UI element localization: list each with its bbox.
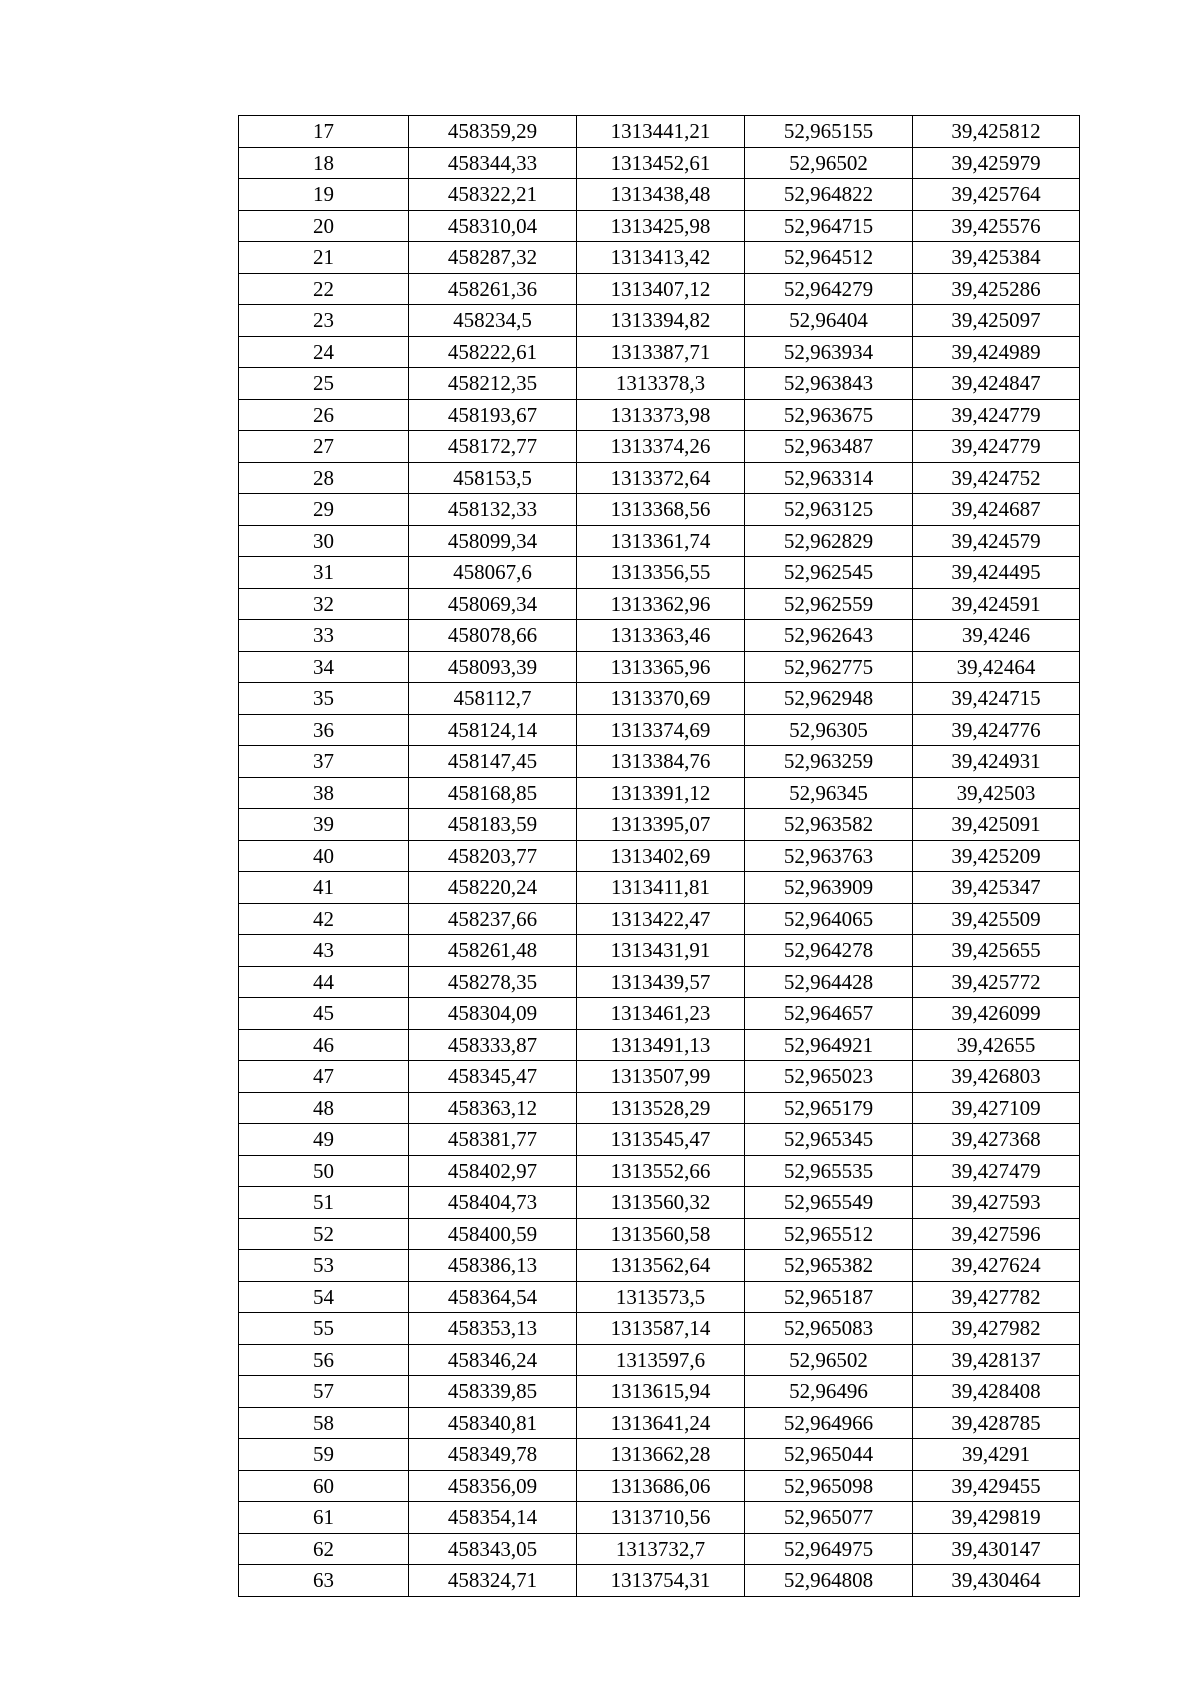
latitude-cell: 52,962829 — [745, 525, 913, 557]
y-coordinate-cell: 1313641,24 — [577, 1407, 745, 1439]
y-coordinate-cell: 1313391,12 — [577, 777, 745, 809]
longitude-cell: 39,4291 — [913, 1439, 1080, 1471]
table-row — [239, 809, 1080, 841]
longitude-cell: 39,424931 — [913, 746, 1080, 778]
table-row — [239, 1061, 1080, 1093]
y-coordinate-cell: 1313363,46 — [577, 620, 745, 652]
x-coordinate-cell: 458304,09 — [409, 998, 577, 1030]
x-coordinate-cell: 458212,35 — [409, 368, 577, 400]
x-coordinate-cell: 458222,61 — [409, 336, 577, 368]
latitude-cell: 52,96502 — [745, 1344, 913, 1376]
y-coordinate-cell: 1313370,69 — [577, 683, 745, 715]
longitude-cell: 39,426099 — [913, 998, 1080, 1030]
longitude-cell: 39,425347 — [913, 872, 1080, 904]
y-coordinate-cell: 1313562,64 — [577, 1250, 745, 1282]
longitude-cell: 39,427368 — [913, 1124, 1080, 1156]
y-coordinate-cell: 1313662,28 — [577, 1439, 745, 1471]
table-row — [239, 1250, 1080, 1282]
x-coordinate-cell: 458287,32 — [409, 242, 577, 274]
x-coordinate-cell: 458234,5 — [409, 305, 577, 337]
latitude-cell: 52,964822 — [745, 179, 913, 211]
x-coordinate-cell: 458203,77 — [409, 840, 577, 872]
latitude-cell: 52,965083 — [745, 1313, 913, 1345]
latitude-cell: 52,963675 — [745, 399, 913, 431]
point-number-cell: 39 — [239, 809, 409, 841]
y-coordinate-cell: 1313356,55 — [577, 557, 745, 589]
latitude-cell: 52,964065 — [745, 903, 913, 935]
latitude-cell: 52,965382 — [745, 1250, 913, 1282]
latitude-cell: 52,963125 — [745, 494, 913, 526]
y-coordinate-cell: 1313560,58 — [577, 1218, 745, 1250]
latitude-cell: 52,964808 — [745, 1565, 913, 1597]
point-number-cell: 52 — [239, 1218, 409, 1250]
latitude-cell: 52,963843 — [745, 368, 913, 400]
point-number-cell: 23 — [239, 305, 409, 337]
x-coordinate-cell: 458339,85 — [409, 1376, 577, 1408]
point-number-cell: 61 — [239, 1502, 409, 1534]
longitude-cell: 39,424847 — [913, 368, 1080, 400]
table-row — [239, 1565, 1080, 1597]
point-number-cell: 24 — [239, 336, 409, 368]
point-number-cell: 46 — [239, 1029, 409, 1061]
longitude-cell: 39,425286 — [913, 273, 1080, 305]
longitude-cell: 39,4246 — [913, 620, 1080, 652]
longitude-cell: 39,430147 — [913, 1533, 1080, 1565]
x-coordinate-cell: 458278,35 — [409, 966, 577, 998]
latitude-cell: 52,965512 — [745, 1218, 913, 1250]
latitude-cell: 52,964966 — [745, 1407, 913, 1439]
y-coordinate-cell: 1313615,94 — [577, 1376, 745, 1408]
latitude-cell: 52,964921 — [745, 1029, 913, 1061]
point-number-cell: 28 — [239, 462, 409, 494]
table-row — [239, 431, 1080, 463]
x-coordinate-cell: 458354,14 — [409, 1502, 577, 1534]
point-number-cell: 49 — [239, 1124, 409, 1156]
latitude-cell: 52,965187 — [745, 1281, 913, 1313]
x-coordinate-cell: 458067,6 — [409, 557, 577, 589]
table-row — [239, 683, 1080, 715]
y-coordinate-cell: 1313710,56 — [577, 1502, 745, 1534]
y-coordinate-cell: 1313374,69 — [577, 714, 745, 746]
longitude-cell: 39,424579 — [913, 525, 1080, 557]
table-row — [239, 1376, 1080, 1408]
table-row — [239, 1407, 1080, 1439]
table-row — [239, 1187, 1080, 1219]
point-number-cell: 35 — [239, 683, 409, 715]
longitude-cell: 39,424591 — [913, 588, 1080, 620]
latitude-cell: 52,965077 — [745, 1502, 913, 1534]
point-number-cell: 45 — [239, 998, 409, 1030]
y-coordinate-cell: 1313373,98 — [577, 399, 745, 431]
table-row — [239, 777, 1080, 809]
x-coordinate-cell: 458261,48 — [409, 935, 577, 967]
point-number-cell: 60 — [239, 1470, 409, 1502]
table-row — [239, 1281, 1080, 1313]
x-coordinate-cell: 458386,13 — [409, 1250, 577, 1282]
table-row — [239, 462, 1080, 494]
table-row — [239, 179, 1080, 211]
longitude-cell: 39,430464 — [913, 1565, 1080, 1597]
table-row — [239, 399, 1080, 431]
y-coordinate-cell: 1313407,12 — [577, 273, 745, 305]
table-row — [239, 1218, 1080, 1250]
table-row — [239, 1470, 1080, 1502]
point-number-cell: 34 — [239, 651, 409, 683]
point-number-cell: 55 — [239, 1313, 409, 1345]
point-number-cell: 20 — [239, 210, 409, 242]
table-row — [239, 1092, 1080, 1124]
point-number-cell: 29 — [239, 494, 409, 526]
point-number-cell: 63 — [239, 1565, 409, 1597]
latitude-cell: 52,962643 — [745, 620, 913, 652]
longitude-cell: 39,425091 — [913, 809, 1080, 841]
y-coordinate-cell: 1313372,64 — [577, 462, 745, 494]
x-coordinate-cell: 458193,67 — [409, 399, 577, 431]
longitude-cell: 39,424752 — [913, 462, 1080, 494]
latitude-cell: 52,963934 — [745, 336, 913, 368]
point-number-cell: 36 — [239, 714, 409, 746]
table-row — [239, 1313, 1080, 1345]
latitude-cell: 52,96305 — [745, 714, 913, 746]
point-number-cell: 58 — [239, 1407, 409, 1439]
table-row — [239, 588, 1080, 620]
longitude-cell: 39,42464 — [913, 651, 1080, 683]
point-number-cell: 47 — [239, 1061, 409, 1093]
longitude-cell: 39,427593 — [913, 1187, 1080, 1219]
y-coordinate-cell: 1313395,07 — [577, 809, 745, 841]
y-coordinate-cell: 1313461,23 — [577, 998, 745, 1030]
y-coordinate-cell: 1313362,96 — [577, 588, 745, 620]
longitude-cell: 39,424715 — [913, 683, 1080, 715]
latitude-cell: 52,964715 — [745, 210, 913, 242]
longitude-cell: 39,425772 — [913, 966, 1080, 998]
latitude-cell: 52,963909 — [745, 872, 913, 904]
point-number-cell: 30 — [239, 525, 409, 557]
x-coordinate-cell: 458381,77 — [409, 1124, 577, 1156]
longitude-cell: 39,426803 — [913, 1061, 1080, 1093]
y-coordinate-cell: 1313552,66 — [577, 1155, 745, 1187]
latitude-cell: 52,964428 — [745, 966, 913, 998]
y-coordinate-cell: 1313425,98 — [577, 210, 745, 242]
longitude-cell: 39,428785 — [913, 1407, 1080, 1439]
point-number-cell: 50 — [239, 1155, 409, 1187]
x-coordinate-cell: 458124,14 — [409, 714, 577, 746]
y-coordinate-cell: 1313441,21 — [577, 116, 745, 148]
table-row — [239, 1124, 1080, 1156]
table-row — [239, 935, 1080, 967]
longitude-cell: 39,427109 — [913, 1092, 1080, 1124]
y-coordinate-cell: 1313368,56 — [577, 494, 745, 526]
y-coordinate-cell: 1313413,42 — [577, 242, 745, 274]
x-coordinate-cell: 458349,78 — [409, 1439, 577, 1471]
latitude-cell: 52,962775 — [745, 651, 913, 683]
longitude-cell: 39,427982 — [913, 1313, 1080, 1345]
x-coordinate-cell: 458340,81 — [409, 1407, 577, 1439]
point-number-cell: 19 — [239, 179, 409, 211]
table-row — [239, 966, 1080, 998]
longitude-cell: 39,42503 — [913, 777, 1080, 809]
x-coordinate-cell: 458069,34 — [409, 588, 577, 620]
latitude-cell: 52,965535 — [745, 1155, 913, 1187]
latitude-cell: 52,964657 — [745, 998, 913, 1030]
y-coordinate-cell: 1313686,06 — [577, 1470, 745, 1502]
table-row — [239, 1029, 1080, 1061]
x-coordinate-cell: 458310,04 — [409, 210, 577, 242]
longitude-cell: 39,424989 — [913, 336, 1080, 368]
point-number-cell: 25 — [239, 368, 409, 400]
latitude-cell: 52,965023 — [745, 1061, 913, 1093]
y-coordinate-cell: 1313545,47 — [577, 1124, 745, 1156]
y-coordinate-cell: 1313431,91 — [577, 935, 745, 967]
table-row — [239, 1344, 1080, 1376]
longitude-cell: 39,424779 — [913, 431, 1080, 463]
point-number-cell: 56 — [239, 1344, 409, 1376]
y-coordinate-cell: 1313402,69 — [577, 840, 745, 872]
y-coordinate-cell: 1313528,29 — [577, 1092, 745, 1124]
x-coordinate-cell: 458359,29 — [409, 116, 577, 148]
x-coordinate-cell: 458324,71 — [409, 1565, 577, 1597]
point-number-cell: 57 — [239, 1376, 409, 1408]
table-row — [239, 1439, 1080, 1471]
point-number-cell: 22 — [239, 273, 409, 305]
point-number-cell: 44 — [239, 966, 409, 998]
table-row — [239, 116, 1080, 148]
longitude-cell: 39,427479 — [913, 1155, 1080, 1187]
y-coordinate-cell: 1313507,99 — [577, 1061, 745, 1093]
longitude-cell: 39,424495 — [913, 557, 1080, 589]
point-number-cell: 62 — [239, 1533, 409, 1565]
longitude-cell: 39,424779 — [913, 399, 1080, 431]
latitude-cell: 52,963763 — [745, 840, 913, 872]
latitude-cell: 52,962948 — [745, 683, 913, 715]
latitude-cell: 52,965549 — [745, 1187, 913, 1219]
x-coordinate-cell: 458346,24 — [409, 1344, 577, 1376]
longitude-cell: 39,425097 — [913, 305, 1080, 337]
x-coordinate-cell: 458220,24 — [409, 872, 577, 904]
table-row — [239, 903, 1080, 935]
latitude-cell: 52,96345 — [745, 777, 913, 809]
latitude-cell: 52,96502 — [745, 147, 913, 179]
table-row — [239, 1533, 1080, 1565]
x-coordinate-cell: 458343,05 — [409, 1533, 577, 1565]
table-row — [239, 557, 1080, 589]
coordinates-table-body — [239, 116, 1080, 1597]
longitude-cell: 39,424687 — [913, 494, 1080, 526]
y-coordinate-cell: 1313438,48 — [577, 179, 745, 211]
point-number-cell: 54 — [239, 1281, 409, 1313]
latitude-cell: 52,965179 — [745, 1092, 913, 1124]
x-coordinate-cell: 458112,7 — [409, 683, 577, 715]
table-row — [239, 998, 1080, 1030]
y-coordinate-cell: 1313597,6 — [577, 1344, 745, 1376]
longitude-cell: 39,427596 — [913, 1218, 1080, 1250]
y-coordinate-cell: 1313573,5 — [577, 1281, 745, 1313]
table-row — [239, 368, 1080, 400]
x-coordinate-cell: 458153,5 — [409, 462, 577, 494]
y-coordinate-cell: 1313394,82 — [577, 305, 745, 337]
point-number-cell: 59 — [239, 1439, 409, 1471]
y-coordinate-cell: 1313411,81 — [577, 872, 745, 904]
point-number-cell: 18 — [239, 147, 409, 179]
longitude-cell: 39,425209 — [913, 840, 1080, 872]
latitude-cell: 52,964278 — [745, 935, 913, 967]
y-coordinate-cell: 1313365,96 — [577, 651, 745, 683]
point-number-cell: 43 — [239, 935, 409, 967]
point-number-cell: 40 — [239, 840, 409, 872]
y-coordinate-cell: 1313422,47 — [577, 903, 745, 935]
longitude-cell: 39,429819 — [913, 1502, 1080, 1534]
x-coordinate-cell: 458333,87 — [409, 1029, 577, 1061]
point-number-cell: 31 — [239, 557, 409, 589]
latitude-cell: 52,963487 — [745, 431, 913, 463]
table-row — [239, 336, 1080, 368]
point-number-cell: 26 — [239, 399, 409, 431]
table-row — [239, 1155, 1080, 1187]
longitude-cell: 39,425979 — [913, 147, 1080, 179]
table-row — [239, 620, 1080, 652]
longitude-cell: 39,427782 — [913, 1281, 1080, 1313]
table-row — [239, 525, 1080, 557]
x-coordinate-cell: 458183,59 — [409, 809, 577, 841]
y-coordinate-cell: 1313387,71 — [577, 336, 745, 368]
x-coordinate-cell: 458364,54 — [409, 1281, 577, 1313]
longitude-cell: 39,425509 — [913, 903, 1080, 935]
point-number-cell: 41 — [239, 872, 409, 904]
latitude-cell: 52,963582 — [745, 809, 913, 841]
point-number-cell: 32 — [239, 588, 409, 620]
table-row — [239, 840, 1080, 872]
latitude-cell: 52,964975 — [745, 1533, 913, 1565]
point-number-cell: 48 — [239, 1092, 409, 1124]
x-coordinate-cell: 458093,39 — [409, 651, 577, 683]
x-coordinate-cell: 458363,12 — [409, 1092, 577, 1124]
x-coordinate-cell: 458261,36 — [409, 273, 577, 305]
x-coordinate-cell: 458345,47 — [409, 1061, 577, 1093]
longitude-cell: 39,42655 — [913, 1029, 1080, 1061]
y-coordinate-cell: 1313587,14 — [577, 1313, 745, 1345]
table-row — [239, 273, 1080, 305]
point-number-cell: 27 — [239, 431, 409, 463]
table-row — [239, 147, 1080, 179]
table-row — [239, 242, 1080, 274]
longitude-cell: 39,425384 — [913, 242, 1080, 274]
latitude-cell: 52,964279 — [745, 273, 913, 305]
longitude-cell: 39,428137 — [913, 1344, 1080, 1376]
x-coordinate-cell: 458132,33 — [409, 494, 577, 526]
x-coordinate-cell: 458237,66 — [409, 903, 577, 935]
table-row — [239, 714, 1080, 746]
x-coordinate-cell: 458400,59 — [409, 1218, 577, 1250]
point-number-cell: 42 — [239, 903, 409, 935]
x-coordinate-cell: 458078,66 — [409, 620, 577, 652]
latitude-cell: 52,965345 — [745, 1124, 913, 1156]
table-row — [239, 494, 1080, 526]
point-number-cell: 17 — [239, 116, 409, 148]
latitude-cell: 52,963259 — [745, 746, 913, 778]
table-row — [239, 210, 1080, 242]
x-coordinate-cell: 458404,73 — [409, 1187, 577, 1219]
table-row — [239, 872, 1080, 904]
y-coordinate-cell: 1313754,31 — [577, 1565, 745, 1597]
y-coordinate-cell: 1313732,7 — [577, 1533, 745, 1565]
longitude-cell: 39,425655 — [913, 935, 1080, 967]
x-coordinate-cell: 458402,97 — [409, 1155, 577, 1187]
table-row — [239, 746, 1080, 778]
point-number-cell: 38 — [239, 777, 409, 809]
x-coordinate-cell: 458172,77 — [409, 431, 577, 463]
latitude-cell: 52,962545 — [745, 557, 913, 589]
latitude-cell: 52,965155 — [745, 116, 913, 148]
latitude-cell: 52,964512 — [745, 242, 913, 274]
table-row — [239, 305, 1080, 337]
table-row — [239, 1502, 1080, 1534]
y-coordinate-cell: 1313439,57 — [577, 966, 745, 998]
longitude-cell: 39,425764 — [913, 179, 1080, 211]
point-number-cell: 51 — [239, 1187, 409, 1219]
point-number-cell: 21 — [239, 242, 409, 274]
latitude-cell: 52,962559 — [745, 588, 913, 620]
point-number-cell: 33 — [239, 620, 409, 652]
x-coordinate-cell: 458353,13 — [409, 1313, 577, 1345]
longitude-cell: 39,425576 — [913, 210, 1080, 242]
y-coordinate-cell: 1313384,76 — [577, 746, 745, 778]
y-coordinate-cell: 1313378,3 — [577, 368, 745, 400]
coordinates-table — [238, 115, 1080, 1597]
longitude-cell: 39,429455 — [913, 1470, 1080, 1502]
longitude-cell: 39,424776 — [913, 714, 1080, 746]
x-coordinate-cell: 458356,09 — [409, 1470, 577, 1502]
y-coordinate-cell: 1313452,61 — [577, 147, 745, 179]
y-coordinate-cell: 1313560,32 — [577, 1187, 745, 1219]
table-row — [239, 651, 1080, 683]
y-coordinate-cell: 1313491,13 — [577, 1029, 745, 1061]
latitude-cell: 52,963314 — [745, 462, 913, 494]
x-coordinate-cell: 458147,45 — [409, 746, 577, 778]
latitude-cell: 52,96496 — [745, 1376, 913, 1408]
x-coordinate-cell: 458099,34 — [409, 525, 577, 557]
y-coordinate-cell: 1313374,26 — [577, 431, 745, 463]
point-number-cell: 37 — [239, 746, 409, 778]
latitude-cell: 52,96404 — [745, 305, 913, 337]
longitude-cell: 39,425812 — [913, 116, 1080, 148]
x-coordinate-cell: 458344,33 — [409, 147, 577, 179]
x-coordinate-cell: 458322,21 — [409, 179, 577, 211]
longitude-cell: 39,428408 — [913, 1376, 1080, 1408]
latitude-cell: 52,965098 — [745, 1470, 913, 1502]
point-number-cell: 53 — [239, 1250, 409, 1282]
latitude-cell: 52,965044 — [745, 1439, 913, 1471]
x-coordinate-cell: 458168,85 — [409, 777, 577, 809]
longitude-cell: 39,427624 — [913, 1250, 1080, 1282]
y-coordinate-cell: 1313361,74 — [577, 525, 745, 557]
